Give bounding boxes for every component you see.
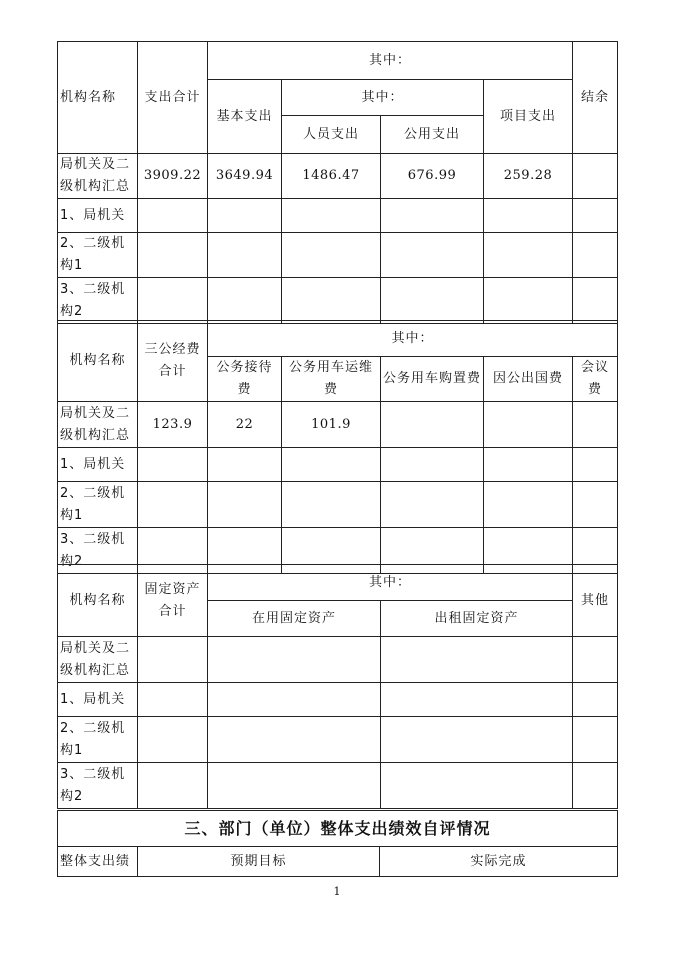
table-row [58, 763, 618, 809]
cell-total [138, 717, 208, 763]
cell-total [138, 637, 208, 683]
cell-public [381, 278, 484, 324]
cell-public [381, 199, 484, 233]
row-name: 3、二级机构2 [58, 763, 138, 809]
three-public-expenses-table [57, 320, 618, 574]
cell-total: 123.9 [138, 402, 208, 448]
header-among-2: 其中： [282, 80, 484, 116]
cell-inuse [208, 637, 381, 683]
cell-total [138, 233, 208, 278]
cell-vehicle-buy [381, 482, 484, 528]
row-name: 2、二级机构1 [58, 233, 138, 278]
cell-total [138, 448, 208, 482]
header-among: 其中： [208, 565, 573, 601]
header-rented: 出租固定资产 [381, 601, 573, 637]
row-name: 2、二级机构1 [58, 482, 138, 528]
cell-inuse [208, 683, 381, 717]
cell-rented [381, 637, 573, 683]
cell-rented [381, 763, 573, 809]
row-name: 1、局机关 [58, 683, 138, 717]
cell-staff: 1486.47 [282, 154, 381, 199]
table-row [58, 154, 618, 199]
cell-total: 3909.22 [138, 154, 208, 199]
header-vehicle-run: 公务用车运维费 [282, 357, 381, 402]
header-meeting: 会议费 [573, 357, 618, 402]
cell-public [381, 233, 484, 278]
fixed-assets-table [57, 564, 618, 809]
header-total: 三公经费合计 [138, 321, 208, 402]
table-row [58, 402, 618, 448]
cell-reception [208, 482, 282, 528]
cell-project [484, 199, 573, 233]
row-name: 1、局机关 [58, 448, 138, 482]
cell-other [573, 717, 618, 763]
cell-other [573, 637, 618, 683]
header-staff: 人员支出 [282, 116, 381, 154]
cell-other [573, 683, 618, 717]
table-row [58, 482, 618, 528]
cell-other [573, 763, 618, 809]
header-balance: 结余 [573, 42, 618, 154]
cell-project [484, 233, 573, 278]
header-total: 支出合计 [138, 42, 208, 154]
header-among: 其中： [208, 321, 618, 357]
table-row [58, 448, 618, 482]
table-row [58, 717, 618, 763]
row-name: 局机关及二级机构汇总 [58, 402, 138, 448]
cell-balance [573, 233, 618, 278]
cell-staff [282, 233, 381, 278]
cell-abroad [484, 482, 573, 528]
cell-total [138, 199, 208, 233]
cell-vehicle-buy [381, 448, 484, 482]
table-row [58, 233, 618, 278]
page-number: 1 [333, 885, 341, 898]
cell-staff [282, 278, 381, 324]
header-project: 项目支出 [484, 80, 573, 154]
cell-balance [573, 199, 618, 233]
cell-vehicle-run: 101.9 [282, 402, 381, 448]
cell-meeting [573, 402, 618, 448]
header-org-name: 机构名称 [58, 42, 138, 154]
cell-rented [381, 683, 573, 717]
cell-inuse [208, 717, 381, 763]
header-org-name: 机构名称 [58, 565, 138, 637]
row-name: 3、二级机构2 [58, 278, 138, 324]
cell-project: 259.28 [484, 154, 573, 199]
header-vehicle-buy: 公务用车购置费 [381, 357, 484, 402]
cell-vehicle-run [282, 448, 381, 482]
cell-total [138, 482, 208, 528]
expected-target-header: 预期目标 [138, 847, 380, 877]
cell-abroad [484, 402, 573, 448]
cell-reception [208, 448, 282, 482]
cell-basic [208, 278, 282, 324]
row-name: 1、局机关 [58, 199, 138, 233]
expenditure-table [57, 41, 618, 324]
row-name: 2、二级机构1 [58, 717, 138, 763]
performance-section-table [57, 810, 618, 877]
cell-total [138, 278, 208, 324]
header-basic: 基本支出 [208, 80, 282, 154]
header-public: 公用支出 [381, 116, 484, 154]
cell-meeting [573, 448, 618, 482]
actual-completion-header: 实际完成 [380, 847, 618, 877]
row-name: 局机关及二级机构汇总 [58, 637, 138, 683]
cell-vehicle-buy [381, 402, 484, 448]
cell-basic: 3649.94 [208, 154, 282, 199]
cell-total [138, 683, 208, 717]
cell-staff [282, 199, 381, 233]
cell-basic [208, 199, 282, 233]
row-name: 3、二级机构2 [58, 528, 138, 574]
header-inuse: 在用固定资产 [208, 601, 381, 637]
header-other: 其他 [573, 565, 618, 637]
section-title: 三、部门（单位）整体支出绩效自评情况 [58, 811, 618, 847]
cell-public: 676.99 [381, 154, 484, 199]
table-row [58, 683, 618, 717]
table-row [58, 637, 618, 683]
row-name: 局机关及二级机构汇总 [58, 154, 138, 199]
table-row [58, 278, 618, 324]
overall-performance-label: 整体支出绩 [58, 847, 138, 877]
cell-balance [573, 154, 618, 199]
cell-total [138, 763, 208, 809]
cell-meeting [573, 482, 618, 528]
header-org-name: 机构名称 [58, 321, 138, 402]
cell-basic [208, 233, 282, 278]
table-row [58, 199, 618, 233]
cell-balance [573, 278, 618, 324]
header-abroad: 因公出国费 [484, 357, 573, 402]
cell-reception: 22 [208, 402, 282, 448]
cell-inuse [208, 763, 381, 809]
header-reception: 公务接待费 [208, 357, 282, 402]
header-among: 其中： [208, 42, 573, 80]
header-total: 固定资产合计 [138, 565, 208, 637]
cell-rented [381, 717, 573, 763]
cell-vehicle-run [282, 482, 381, 528]
cell-abroad [484, 448, 573, 482]
cell-project [484, 278, 573, 324]
